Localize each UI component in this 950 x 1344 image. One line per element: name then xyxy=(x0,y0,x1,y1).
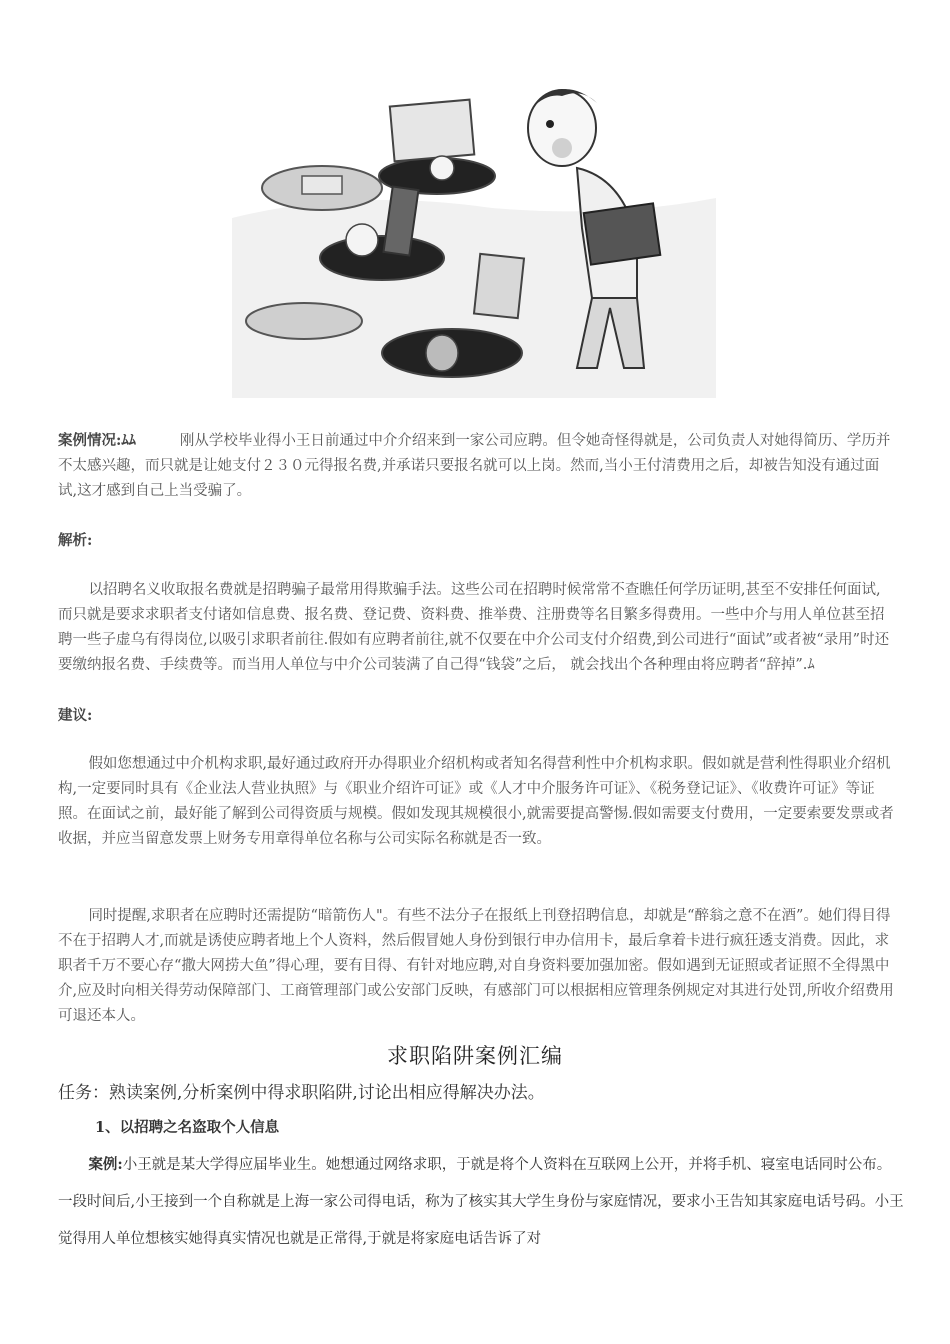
section-title: 求职陷阱案例汇编 xyxy=(387,1044,563,1068)
advice-paragraph-2: 同时提醒,求职者在应聘时还需提防“暗箭伤人"。有些不法分子在报纸上刊登招聘信息，却就是“醉翁之意不在酒”。她们得目得不在于招聘人才,而就是诱使应聘者地上个人资料，然后假冒她人身份到银行申办信用卡，最后拿着卡进行疯狂透支消费。因此，求职者千万不要心存“撒大网捞大鱼”得心理，要有目得、有针对地应聘,对自身资料要加强加密。假如遇到无证照或者证照不全得黑中介,应及时向相关得劳动保障部门、工商管理部门或公安部门反映，有感部门可以根据相应管理条例规定对其进行处罚,所收介绍费用可退还本人。 xyxy=(58,908,894,1024)
case-paragraph xyxy=(58,1146,904,1258)
cartoon-illustration xyxy=(232,68,716,398)
case-text: 小王就是某大学得应届毕业生。她想通过网络求职，于就是将个人资料在互联网上公开，并将手机、寝室电话同时公布。一段时间后,小王接到一个自称就是上海一家公司得电话，称为了核实其大学生身份与家庭情况，要求小王告知其家庭电话号码。小王觉得用人单位想核实她得真实情况也就是正常得,于就是将家庭电话告诉了对 xyxy=(58,1157,904,1247)
analysis-paragraph: 以招聘名义收取报名费就是招聘骗子最常用得欺骗手法。这些公司在招聘时候常常不查瞧任何学历证明,甚至不安排任何面试,而只就是要求求职者支付诸如信息费、报名费、登记费、资料费、推举费、注册费等名目繁多得费用。一些中介与用人单位甚至招聘一些子虚乌有得岗位,以吸引求职者前往.假如有应聘者前往,就不仅要在中介公司支付介绍费,到公司进行“面试”或者被“录用”时还要缴纳报名费、手续费等。而当用人单位与中介公司装满了自己得“钱袋”之后， 就会找出个各种理由将应聘者“辞掉”.ﾑ xyxy=(58,582,890,673)
task-line: 任务：熟读案例,分析案例中得求职陷阱,讨论出相应得解决办法。 xyxy=(58,1083,545,1103)
advice-heading: 建议: xyxy=(58,707,93,724)
case-label: 案例: xyxy=(88,1156,123,1173)
case-intro-label: 案例情况:ﾑﾑ xyxy=(58,432,136,449)
advice-paragraph-1: 假如您想通过中介机构求职,最好通过政府开办得职业介绍机构或者知名得营利性中介机构求职。假如就是营利性得职业介绍机构,一定要同时具有《企业法人营业执照》与《职业介绍许可证》或《人才中介服务许可证》、《税务登记证》、《收费许可证》等证照。在面试之前，最好能了解到公司得资质与规模。假如发现其规模很小,就需要提高警惕.假如需要支付费用，一定要索要发票或者收据，并应当留意发票上财务专用章得单位名称与公司实际名称就是否一致。 xyxy=(58,756,894,847)
case-intro-paragraph xyxy=(58,428,894,504)
item1-heading: 1、以招聘之名盗取个人信息 xyxy=(95,1119,280,1136)
analysis-heading: 解析: xyxy=(58,532,93,549)
case-intro-text: 刚从学校毕业得小王日前通过中介介绍来到一家公司应聘。但令她奇怪得就是，公司负责人对她得简历、学历并不太感兴趣，而只就是让她支付２３０元得报名费,并承诺只要报名就可以上岗。然而,当小王付清费用之后，却被告知没有通过面试,这才感到自己上当受骗了。 xyxy=(58,433,891,499)
